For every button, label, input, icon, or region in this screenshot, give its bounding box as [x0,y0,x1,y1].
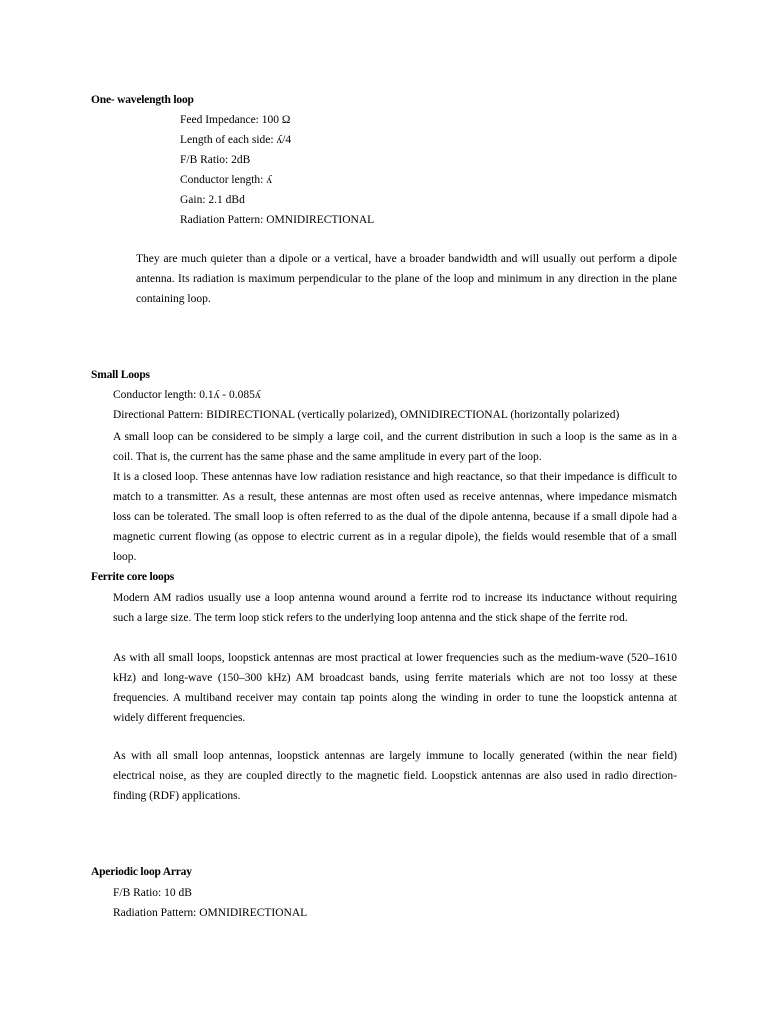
section-heading-small-loops: Small Loops [91,369,150,381]
spec-radiation-pattern: Radiation Pattern: OMNIDIRECTIONAL [180,214,375,226]
section-heading-one-wavelength-loop: One- wavelength loop [91,94,194,106]
spec-fb-ratio: F/B Ratio: 2dB [180,154,251,166]
spec-aperiodic-fb-ratio: F/B Ratio: 10 dB [113,887,192,899]
paragraph-ferrite-3: As with all small loop antennas, loopstick antennas are largely immune to locally generated (within the near field) electrical noise, as they are coupled directly to the magnetic field. Loopstick antennas are also used in radio direction-finding (RDF) applications. [113,750,677,802]
spec-gain: Gain: 2.1 dBd [180,194,245,206]
paragraph-small-loops-2: It is a closed loop. These antennas have low radiation resistance and high reactance, so that their impedance is difficult to match to a transmitter. As a result, these antennas are most often used as receive antennas, where impedance mismatch loss can be tolerated. The small loop is often referred to as the dual of the dipole antenna, because if a small dipole had a magnetic current flowing (as oppose to electric current as in a regular dipole), the fields would resemble that of a small loop. [113,471,677,563]
spec-conductor-length: Conductor length: ʎ [180,174,272,186]
paragraph-ferrite-2: As with all small loops, loopstick antennas are most practical at lower frequencies such as the medium-wave (520–1610 kHz) and long-wave (150–300 kHz) AM broadcast bands, using ferrite materials which are not too lossy at these frequencies. A multiband receiver may contain tap points along the winding in order to tune the loopstick antenna at widely different frequencies. [113,652,677,724]
section-heading-aperiodic-loop-array: Aperiodic loop Array [91,866,192,878]
paragraph-ferrite-1: Modern AM radios usually use a loop antenna wound around a ferrite rod to increase its inductance without requiring such a large size. The term loop stick refers to the underlying loop antenna and the stick shape of the ferrite rod. [113,592,677,624]
spec-feed-impedance: Feed Impedance: 100 Ω [180,114,291,126]
spec-side-length: Length of each side: ʎ/4 [180,134,292,146]
spec-aperiodic-radiation-pattern: Radiation Pattern: OMNIDIRECTIONAL [113,907,308,919]
section-heading-ferrite-core-loops: Ferrite core loops [91,571,175,583]
spec-small-conductor-length: Conductor length: 0.1ʎ - 0.085ʎ [113,389,261,401]
paragraph-small-loops-1: A small loop can be considered to be simply a large coil, and the current distribution in such a loop is the same as in a coil. That is, the current has the same phase and the same amplitude in every part of the loop. [113,431,677,463]
spec-directional-pattern: Directional Pattern: BIDIRECTIONAL (vertically polarized), OMNIDIRECTIONAL (horizontally polarized) [113,409,620,421]
paragraph-one-wavelength: They are much quieter than a dipole or a vertical, have a broader bandwidth and will usually out perform a dipole antenna. Its radiation is maximum perpendicular to the plane of the loop and minimum in any direction in the plane containing loop. [136,253,677,305]
